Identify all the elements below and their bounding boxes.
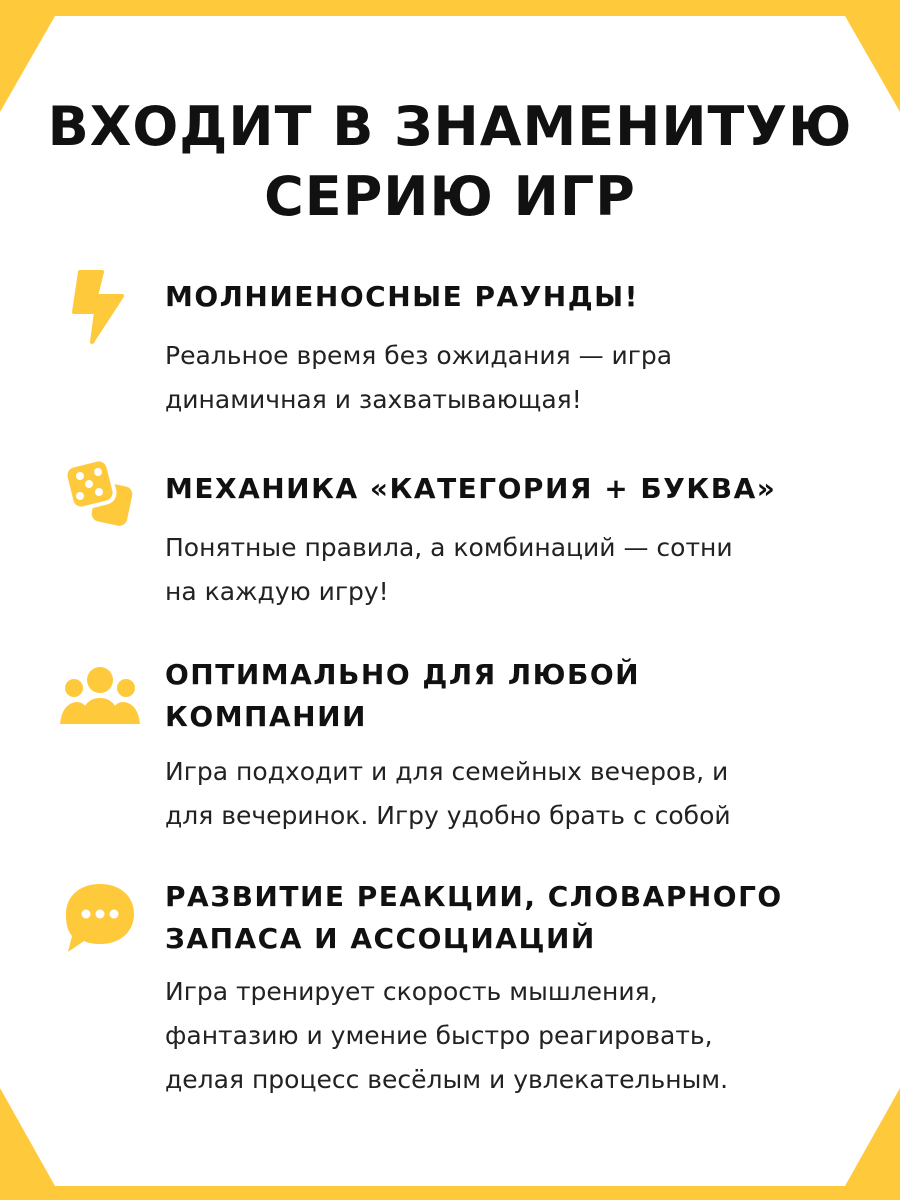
feature-heading: МЕХАНИКА «КАТЕГОРИЯ + БУКВА» [165,472,777,505]
chat-bubble-icon [58,878,142,962]
feature-description: Реальное время без ожидания — игра динамичная и захватывающая! [165,341,673,414]
feature-heading: ОПТИМАЛЬНО ДЛЯ ЛЮБОЙ КОМПАНИИ [165,658,641,733]
page-title [0,92,900,232]
people-group-icon [58,658,142,742]
feature-heading: РАЗВИТИЕ РЕАКЦИИ, СЛОВАРНОГО ЗАПАСА И АССОЦИАЦИЙ [165,880,783,955]
title-line-2: СЕРИЮ ИГР [264,165,636,228]
feature-description: Игра тренирует скорость мышления, фантазию и умение быстро реагировать, делая процесс весёлым и увлекательным. [165,977,729,1094]
dice-icon [58,454,142,538]
feature-description: Понятные правила, а комбинаций — сотни на каждую игру! [165,533,733,606]
feature-description: Игра подходит и для семейных вечеров, и для вечеринок. Игру удобно брать с собой [165,757,731,830]
title-line-1: ВХОДИТ В ЗНАМЕНИТУЮ [47,95,853,158]
feature-heading: МОЛНИЕНОСНЫЕ РАУНДЫ! [165,280,639,313]
lightning-icon [58,266,142,350]
